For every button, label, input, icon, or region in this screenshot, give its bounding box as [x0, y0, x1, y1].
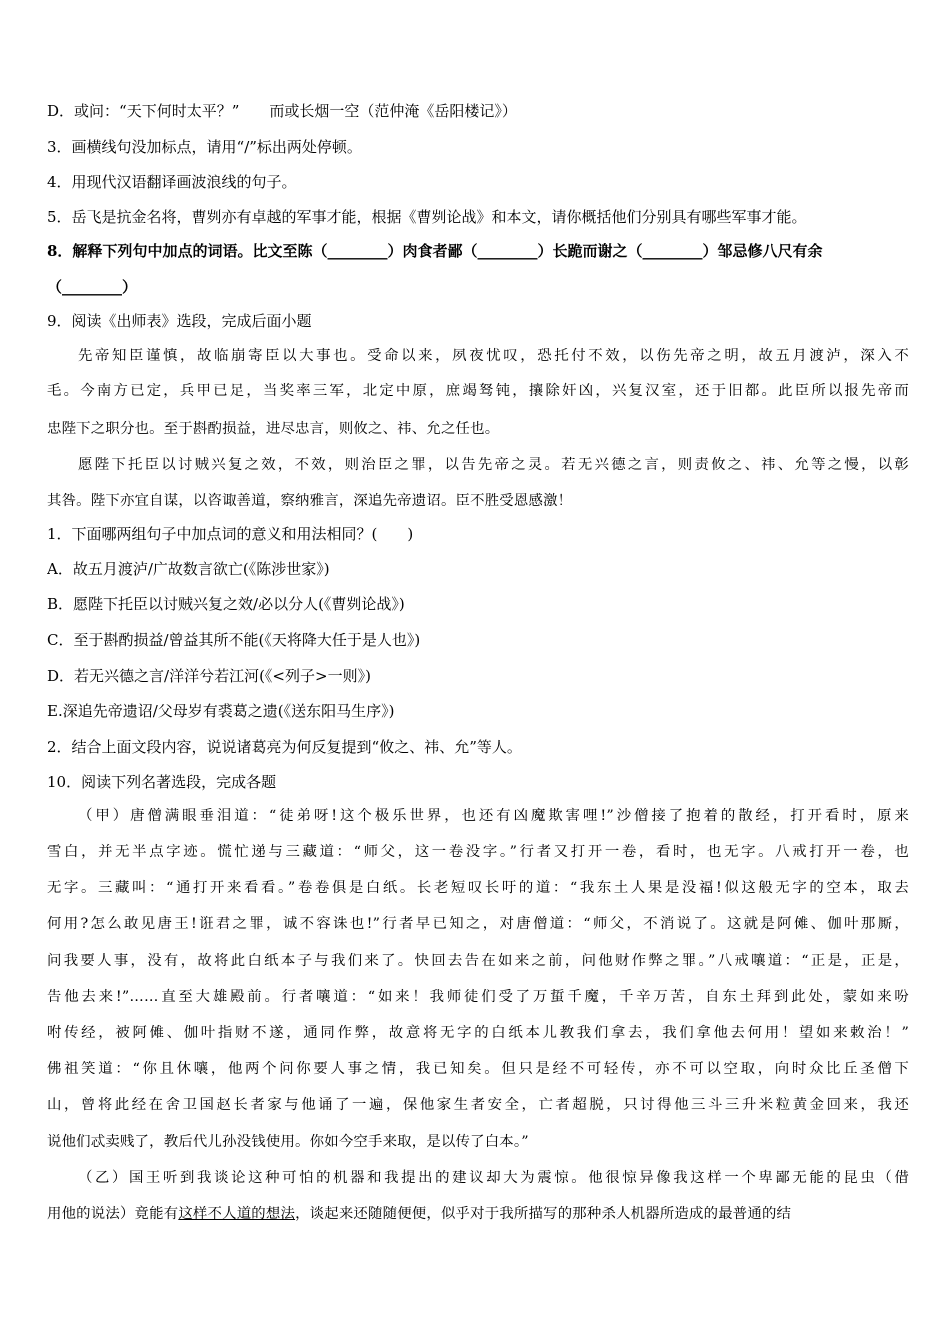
passage-xiyouji-line: 何用?怎么敢见唐王!诳君之罪，诚不容诛也!”行者早已知之，对唐僧道：“师父，不消说了。这就是阿傩、伽叶那厮， — [47, 916, 909, 932]
passage-gulliver-line — [47, 1204, 909, 1224]
underlined-phrase: 这样不人道的想法 — [178, 1206, 296, 1222]
option-c: C．至于斟酌损益/曾益其所不能(《天将降大任于是人也》) — [47, 631, 421, 649]
passage-xiyouji-line: 佛祖笑道：“你且休嚷，他两个问你要人事之情，我已知矣。但只是经不可轻传，亦不可以空取，向时众比丘圣僧下 — [47, 1061, 909, 1077]
passage-chushibiao-line: 毛。今南方已定，兵甲已足，当奖率三军，北定中原，庶竭驽钝，攘除奸凶，兴复汉室，还于旧都。此臣所以报先帝而 — [47, 383, 909, 399]
passage-xiyouji-line: 告他去来!”……直至大雄殿前。行者嚷道：“如来！我师徒们受了万蜇千魔，千辛万苦，自东土拜到此处，蒙如来吩 — [47, 989, 909, 1005]
option-d: D．若无兴德之言/洋洋兮若江河(《<列子>一则》) — [47, 667, 371, 685]
question-9-heading: 9．阅读《出师表》选段，完成后面小题 — [47, 312, 312, 330]
option-b: B．愿陛下托臣以讨贼兴复之效/必以分人(《曹刿论战》) — [47, 595, 405, 613]
question-10-heading: 10．阅读下列名著选段，完成各题 — [47, 773, 277, 791]
option-d-line: D．或问：“天下何时太平？” 而或长烟一空（范仲淹《岳阳楼记》） — [47, 102, 517, 120]
sub-question-2: 2．结合上面文段内容，说说诸葛亮为何反复提到“攸之、祎、允”等人。 — [47, 738, 522, 756]
passage-chushibiao-line: 愿陛下托臣以讨贼兴复之效，不效，则治臣之罪，以告先帝之灵。若无兴德之言，则责攸之、祎、允等之慢，以彰 — [78, 457, 909, 473]
passage-gulliver-line: （乙）国王听到我谈论这种可怕的机器和我提出的建议却大为震惊。他很惊异像我这样一个卑鄙无能的昆虫（借 — [78, 1170, 909, 1186]
passage-chushibiao-line: 忠陛下之职分也。至于斟酌损益，进尽忠言，则攸之、祎、允之任也。 — [47, 421, 500, 437]
passage-chushibiao-line: 先帝知臣谨慎，故临崩寄臣以大事也。受命以来，夙夜忧叹，恐托付不效，以伤先帝之明，故五月渡泸，深入不 — [78, 348, 909, 364]
option-a: A．故五月渡泸/广故数言欲亡(《陈涉世家》) — [47, 560, 330, 578]
passage-xiyouji-line: 无字。三藏叫：“通打开来看看。”卷卷俱是白纸。长老短叹长吁的道：“我东土人果是没福!似这般无字的空本，取去 — [47, 880, 909, 896]
gulliver-text: ，谈起来还随随便便，似乎对于我所描写的那种杀人机器所造成的最普通的结 — [295, 1206, 792, 1222]
passage-xiyouji-line: （甲）唐僧满眼垂泪道：“徒弟呀!这个极乐世界，也还有凶魔欺害哩!”沙僧接了抱着的散经，打开看时，原来 — [78, 808, 909, 824]
passage-xiyouji-line: 雪白，并无半点字迹。慌忙递与三藏道：“师父，这一卷没字。”行者又打开一卷，看时，也无字。八戒打开一卷，也 — [47, 844, 909, 860]
question-4: 4．用现代汉语翻译画波浪线的句子。 — [47, 173, 297, 191]
option-e: E.深追先帝遗诏/父母岁有裘葛之遗(《送东阳马生序》) — [47, 702, 395, 720]
question-8-blank: （________） — [47, 278, 138, 296]
question-8: 8．解释下列句中加点的词语。比文至陈（________）肉食者鄙（________）长跪而谢之（________）邹忌修八尺有余 — [47, 242, 823, 260]
passage-xiyouji-line: 山，曾将此经在舍卫国赵长者家与他诵了一遍，保他家生者安全，亡者超脱，只讨得他三斗三升米粒黄金回来，我还 — [47, 1097, 909, 1113]
question-3: 3．画横线句没加标点，请用“/”标出两处停顿。 — [47, 138, 362, 156]
passage-chushibiao-line: 其咎。陛下亦宜自谋，以咨诹善道，察纳雅言，深追先帝遗诏。臣不胜受恩感激！ — [47, 493, 573, 509]
passage-xiyouji-line: 说他们忒卖贱了，教后代儿孙没钱使用。你如今空手来取，是以传了白本。” — [47, 1134, 529, 1150]
passage-xiyouji-line: 问我要人事，没有，故将此白纸本子与我们来了。快回去告在如来之前，问他财作弊之罪。”八戒嚷道：“正是，正是， — [47, 953, 909, 969]
gulliver-text: 用他的说法）竟能有 — [47, 1206, 179, 1222]
passage-xiyouji-line: 咐传经，被阿傩、伽叶指财不遂，通同作弊，故意将无字的白纸本儿教我们拿去，我们拿他去何用！望如来敕治！” — [47, 1025, 909, 1041]
sub-question-1: 1．下面哪两组句子中加点词的意义和用法相同？( ) — [47, 525, 414, 543]
question-5: 5．岳飞是抗金名将，曹刿亦有卓越的军事才能，根据《曹刿论战》和本文，请你概括他们分别具有哪些军事才能。 — [47, 208, 807, 226]
